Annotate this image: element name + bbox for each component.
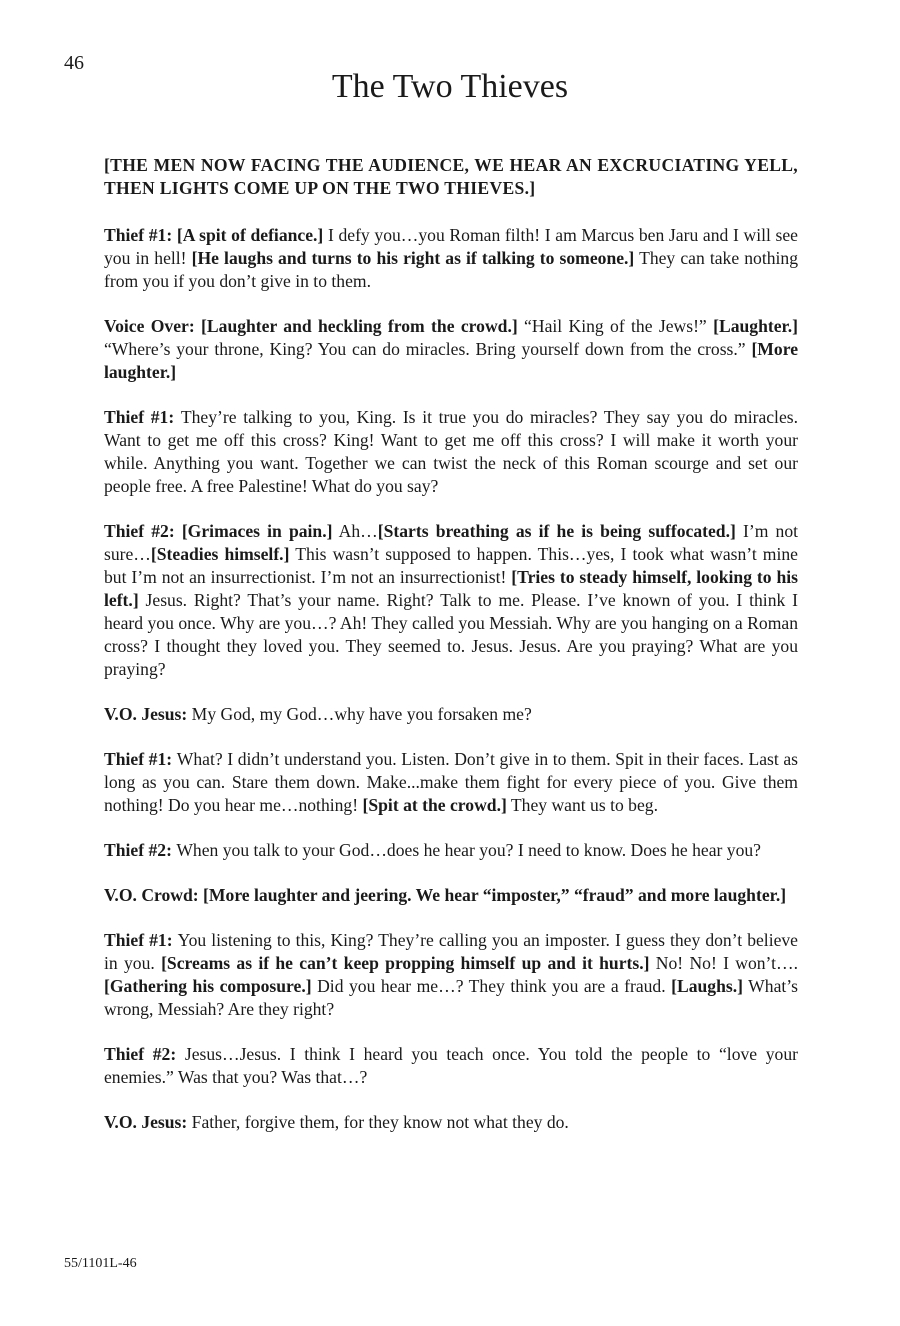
bold-text-run: [Screams as if he can’t keep propping himself up and it hurts.] <box>161 953 650 973</box>
text-run: No! No! I won’t…. <box>649 953 798 973</box>
page-number: 46 <box>64 52 84 74</box>
page-title: The Two Thieves <box>331 68 569 105</box>
dialogue-paragraph <box>104 884 798 907</box>
dialogue-paragraph <box>104 406 798 498</box>
text-run: What’s wrong, Messiah? Are they right? <box>104 976 799 1019</box>
dialogue-paragraph <box>104 703 798 726</box>
text-run: They’re talking to you, King. Is it true you do miracles? They say you do miracles. Want to get me off this cross? King! Want to get me off this cross? I will make it worth your while. Anything you want. Together we can twist the neck of this Roman scourge and set our people free. A free Palestine! What do you say? <box>104 407 799 496</box>
text-run: Ah… <box>332 521 378 541</box>
text-run: Jesus. Right? That’s your name. Right? Talk to me. Please. I’ve known of you. I think I heard you once. Why are you…? Ah! They called you Messiah. Why are you hanging on a Roman cross? I thought they loved you. They seemed to. Jesus. Jesus. Are you praying? What are you praying? <box>104 590 798 679</box>
text-run: My God, my God…why have you forsaken me? <box>191 704 532 724</box>
bold-text-run: [More laughter.] <box>104 339 798 382</box>
dialogue-paragraph <box>104 839 798 862</box>
text-run: When you talk to your God…does he hear you? I need to know. Does he hear you? <box>176 840 761 860</box>
text-run: They want us to beg. <box>506 795 658 815</box>
dialogue-paragraph <box>104 1043 798 1089</box>
bold-text-run: [Laughter.] <box>713 316 798 336</box>
bold-text-run: V.O. Jesus: <box>104 1112 192 1132</box>
dialogue-paragraph <box>104 315 798 384</box>
bold-text-run: V.O. Crowd: [More laughter and jeering. We hear “imposter,” “fraud” and more laughter.] <box>104 885 787 905</box>
bold-text-run: [Laughter and heckling from the crowd.] <box>201 316 518 336</box>
bold-text-run: [Laughs.] <box>671 976 743 996</box>
text-run: I defy you…you Roman filth! I am Marcus ben Jaru and I will see you in hell! <box>104 225 798 268</box>
bold-text-run: Thief #1: <box>104 930 178 950</box>
text-run: I’m not sure… <box>104 521 799 564</box>
bold-text-run: [He laughs and turns to his right as if talking to someone.] <box>191 248 635 268</box>
bold-text-run: [Grimaces in pain.] <box>181 521 333 541</box>
dialogue-paragraph <box>104 748 798 817</box>
bold-text-run: [Tries to steady himself, looking to his left.] <box>104 567 799 610</box>
bold-text-run: Thief #1: <box>104 749 177 769</box>
bold-text-run: [Starts breathing as if he is being suffocated.] <box>377 521 736 541</box>
text-run: Jesus…Jesus. I think I heard you teach once. You told the people to “love your enemies.” Was that you? Was that…? <box>104 1044 798 1087</box>
dialogue-paragraph <box>104 520 798 681</box>
bold-text-run: [Steadies himself.] <box>150 544 290 564</box>
text-run: They can take nothing from you if you don’t give in to them. <box>104 248 798 291</box>
footer-code: 55/1101L-46 <box>64 1256 137 1271</box>
text-run: “Where’s your throne, King? You can do miracles. Bring yourself down from the cross.” <box>104 339 752 359</box>
stage-direction-paragraph <box>104 154 798 200</box>
bold-text-run: Voice Over: <box>104 316 202 336</box>
bold-text-run: [THE MEN NOW FACING THE AUDIENCE, WE HEAR AN EXCRUCIATING YELL, THEN LIGHTS COME UP ON THE TWO THIEVES.] <box>104 155 798 198</box>
text-run: Father, forgive them, for they know not what they do. <box>191 1112 569 1132</box>
bold-text-run: Thief #2: <box>104 840 177 860</box>
text-run: “Hail King of the Jews!” <box>517 316 714 336</box>
text-run: This wasn’t supposed to happen. This…yes, I took what wasn’t mine but I’m not an insurrectionist. I’m not an insurrectionist! <box>104 544 798 587</box>
bold-text-run: V.O. Jesus: <box>104 704 192 724</box>
bold-text-run: Thief #1: <box>104 225 177 245</box>
bold-text-run: Thief #2: <box>104 1044 185 1064</box>
bold-text-run: [A spit of defiance.] <box>176 225 324 245</box>
dialogue-paragraph <box>104 1111 798 1134</box>
dialogue-paragraph <box>104 224 798 293</box>
text-run: Did you hear me…? They think you are a fraud. <box>311 976 672 996</box>
bold-text-run: Thief #2: <box>104 521 182 541</box>
script-body <box>104 154 798 1156</box>
text-run: What? I didn’t understand you. Listen. Don’t give in to them. Spit in their faces. Last as long as you can. Stare them down. Make...make them fight for every piece of you. Give them nothing! Do you hear me…nothing! <box>104 749 799 815</box>
bold-text-run: [Spit at the crowd.] <box>362 795 507 815</box>
bold-text-run: Thief #1: <box>104 407 181 427</box>
dialogue-paragraph <box>104 929 798 1021</box>
text-run: You listening to this, King? They’re calling you an imposter. I guess they don’t believe in you. <box>104 930 798 973</box>
bold-text-run: [Gathering his composure.] <box>104 976 312 996</box>
